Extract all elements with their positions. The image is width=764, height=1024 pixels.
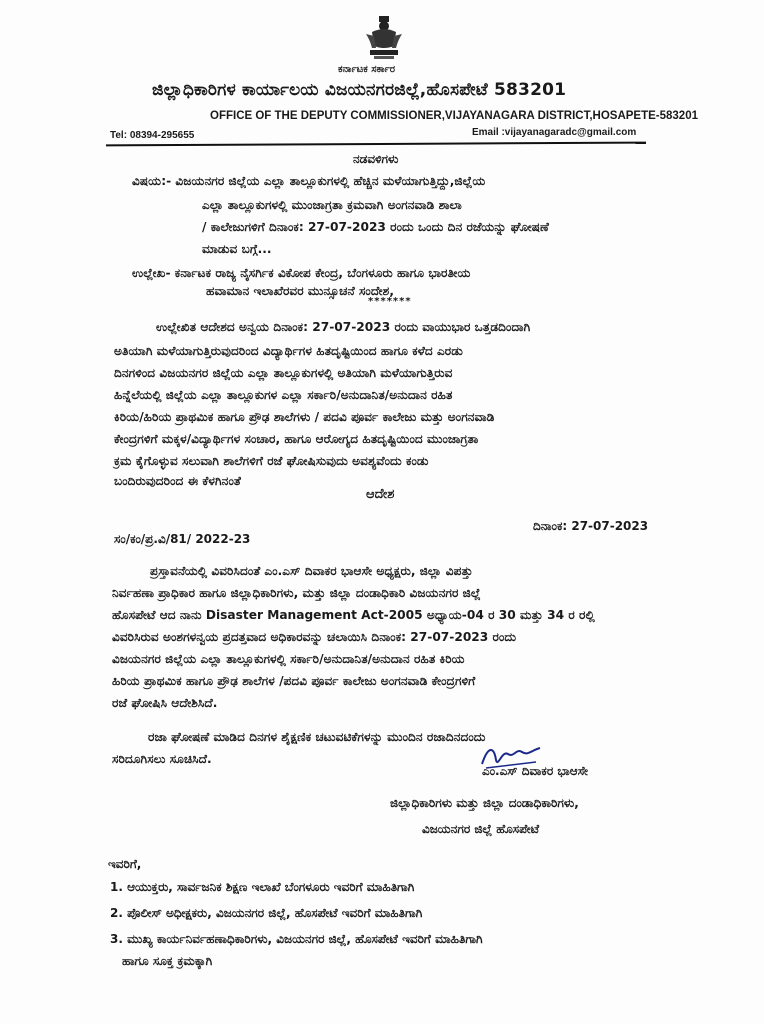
recipient-item: 3. ಮುಖ್ಯ ಕಾರ್ಯನಿರ್ವಹಣಾಧಿಕಾರಿಗಳು, ವಿಜಯನಗರ ಜಿಲ್ಲೆ, ಹೊಸಪೇಟೆ ಇವರಿಗೆ ಮಾಹಿತಿಗಾಗಿ bbox=[110, 932, 483, 946]
recipient-item: ಹಾಗೂ ಸೂಕ್ತ ಕ್ರಮಕ್ಕಾಗಿ bbox=[122, 954, 213, 968]
state-emblem-icon bbox=[362, 14, 406, 62]
header-divider bbox=[106, 142, 646, 147]
preamble-line: ದಿನಗಳಿಂದ ವಿಜಯನಗರ ಜಿಲ್ಲೆಯ ಎಲ್ಲಾ ತಾಲ್ಲೂಕುಗಳಲ್ಲಿ ಅತಿಯಾಗಿ ಮಳೆಯಾಗುತ್ತಿರುವ bbox=[114, 366, 453, 380]
signatory-designation: ಜಿಲ್ಲಾಧಿಕಾರಿಗಳು ಮತ್ತು ಜಿಲ್ಲಾ ದಂಡಾಧಿಕಾರಿಗಳು, bbox=[390, 796, 579, 810]
order-line: ವಿವರಿಸಿರುವ ಅಂಶಗಳನ್ವಯ ಪ್ರದತ್ತವಾದ ಅಧಿಕಾರವನ್ನು ಚಲಾಯಿಸಿ ದಿನಾಂಕ: 27-07-2023 ರಂದು bbox=[112, 630, 517, 644]
email-address: Email :vijayanagaradc@gmail.com bbox=[472, 127, 637, 138]
recipients-label: ಇವರಿಗೆ, bbox=[108, 857, 142, 871]
recipient-item: 1. ಆಯುಕ್ತರು, ಸಾರ್ವಜನಿಕ ಶಿಕ್ಷಣ ಇಲಾಖೆ ಬೆಂಗಳೂರು ಇವರಿಗೆ ಮಾಹಿತಿಗಾಗಿ bbox=[110, 880, 415, 894]
subject-line: ಎಲ್ಲಾ ತಾಲ್ಲೂಕುಗಳಲ್ಲಿ ಮುಂಜಾಗ್ರತಾ ಕ್ರಮವಾಗಿ ಅಂಗನವಾಡಿ ಶಾಲಾ bbox=[202, 198, 462, 212]
subject-line: ಮಾಡುವ ಬಗ್ಗೆ... bbox=[202, 242, 272, 256]
order-line: ಪ್ರಸ್ತಾವನೆಯಲ್ಲಿ ವಿವರಿಸಿದಂತೆ ಎಂ.ಎಸ್ ದಿವಾಕರ ಭಾಆಸೇ ಅಧ್ಯಕ್ಷರು, ಜಿಲ್ಲಾ ವಿಪತ್ತು bbox=[150, 564, 473, 578]
order-line: ವಿಜಯನಗರ ಜಿಲ್ಲೆಯ ಎಲ್ಲಾ ತಾಲ್ಲೂಕುಗಳಲ್ಲಿ ಸರ್ಕಾರಿ/ಅನುದಾನಿತ/ಅನುದಾನ ರಹಿತ ಕಿರಿಯ bbox=[112, 652, 465, 666]
signatory-name: ಎಂ.ಎಸ್ ದಿವಾಕರ ಭಾಆಸೇ bbox=[482, 764, 588, 778]
compensation-line: ರಜಾ ಘೋಷಣೆ ಮಾಡಿದ ದಿನಗಳ ಶೈಕ್ಷಣಿಕ ಚಟುವಟಿಕೆಗಳನ್ನು ಮುಂದಿನ ರಜಾದಿನದಂದು bbox=[148, 730, 486, 744]
preamble-line: ಅತಿಯಾಗಿ ಮಳೆಯಾಗುತ್ತಿರುವುದರಿಂದ ವಿದ್ಯಾರ್ಥಿಗಳ ಹಿತದೃಷ್ಟಿಯಿಂದ ಹಾಗೂ ಕಳೆದ ಎರಡು bbox=[114, 344, 463, 358]
government-label: ಕರ್ನಾಟಕ ಸರ್ಕಾರ bbox=[338, 64, 396, 75]
order-line: ಹೊಸಪೇಟೆ ಆದ ನಾನು Disaster Management Act-2005 ಅಧ್ಯಾಯ-04 ರ 30 ಮತ್ತು 34 ರ ರಲ್ಲಿ bbox=[112, 608, 595, 622]
subject-line: / ಕಾಲೇಜುಗಳಿಗೆ ದಿನಾಂಕ: 27-07-2023 ರಂದು ಒಂದು ದಿನ ರಜೆಯನ್ನು ಘೋಷಣೆ bbox=[202, 220, 549, 234]
order-date: ದಿನಾಂಕ: 27-07-2023 bbox=[533, 519, 649, 533]
order-number: ಸಂ/ಕಂ/ಪ್ರ.ವಿ/81/ 2022-23 bbox=[114, 532, 251, 546]
proceedings-title: ನಡವಳಿಗಳು bbox=[353, 152, 399, 166]
preamble-line: ಕ್ರಮ ಕೈಗೊಳ್ಳುವ ಸಲುವಾಗಿ ಶಾಲೆಗಳಿಗೆ ರಜೆ ಘೋಷಿಸುವುದು ಅವಶ್ಯವೆಂದು ಕಂಡು bbox=[114, 454, 429, 468]
reference-line: ಉಲ್ಲೇಖ- ಕರ್ನಾಟಕ ರಾಜ್ಯ ನೈಸರ್ಗಿಕ ವಿಕೋಪ ಕೇಂದ್ರ, ಬೆಂಗಳೂರು ಹಾಗೂ ಭಾರತೀಯ bbox=[132, 266, 471, 280]
order-line: ಹಿರಿಯ ಪ್ರಾಥಮಿಕ ಹಾಗೂ ಪ್ರೌಢ ಶಾಲೆಗಳ /ಪದವಿ ಪೂರ್ವ ಕಾಲೇಜು ಅಂಗನವಾಡಿ ಕೇಂದ್ರಗಳಿಗೆ bbox=[112, 674, 476, 688]
order-heading: ಆದೇಶ bbox=[366, 487, 395, 502]
office-title-english: OFFICE OF THE DEPUTY COMMISSIONER,VIJAYANAGARA DISTRICT,HOSAPETE-583201 bbox=[210, 110, 698, 122]
preamble-line: ಉಲ್ಲೇಖಿತ ಆದೇಶದ ಅನ್ವಯ ದಿನಾಂಕ: 27-07-2023 ರಂದು ವಾಯುಭಾರ ಒತ್ತಡದಿಂದಾಗಿ bbox=[156, 320, 531, 334]
preamble-line: ಬಂದಿರುವುದರಿಂದ ಈ ಕೆಳಗಿನಂತೆ bbox=[114, 474, 241, 488]
recipient-item: 2. ಪೊಲೀಸ್ ಅಧೀಕ್ಷಕರು, ವಿಜಯನಗರ ಜಿಲ್ಲೆ, ಹೊಸಪೇಟೆ ಇವರಿಗೆ ಮಾಹಿತಿಗಾಗಿ bbox=[110, 906, 423, 920]
order-line: ನಿರ್ವಹಣಾ ಪ್ರಾಧಿಕಾರ ಹಾಗೂ ಜಿಲ್ಲಾಧಿಕಾರಿಗಳು, ಮತ್ತು ಜಿಲ್ಲಾ ದಂಡಾಧಿಕಾರಿ ವಿಜಯನಗರ ಜಿಲ್ಲೆ bbox=[112, 586, 481, 600]
signatory-place: ವಿಜಯನಗರ ಜಿಲ್ಲೆ ಹೊಸಪೇಟೆ bbox=[422, 822, 540, 836]
order-line: ರಜೆ ಘೋಷಿಸಿ ಆದೇಶಿಸಿದೆ. bbox=[112, 696, 218, 710]
preamble-line: ಕಿರಿಯ/ಹಿರಿಯ ಪ್ರಾಥಮಿಕ ಹಾಗೂ ಪ್ರೌಢ ಶಾಲೆಗಳು / ಪದವಿ ಪೂರ್ವ ಕಾಲೇಜು ಮತ್ತು ಅಂಗನವಾಡಿ bbox=[114, 410, 495, 424]
subject-line: ವಿಷಯ:- ವಿಜಯನಗರ ಜಿಲ್ಲೆಯ ಎಲ್ಲಾ ತಾಲ್ಲೂಕುಗಳಲ್ಲಿ ಹೆಚ್ಚಿನ ಮಳೆಯಾಗುತ್ತಿದ್ದು,ಜಿಲ್ಲೆಯ bbox=[132, 174, 486, 188]
compensation-line: ಸರಿದೂಗಿಸಲು ಸೂಚಿಸಿದೆ. bbox=[112, 752, 212, 766]
preamble-line: ಹಿನ್ನೆಲೆಯಲ್ಲಿ ಜಿಲ್ಲೆಯ ಎಲ್ಲಾ ತಾಲ್ಲೂಕುಗಳ ಎಲ್ಲಾ ಸರ್ಕಾರಿ/ಅನುದಾನಿತ/ಅನುದಾನ ರಹಿತ bbox=[114, 388, 453, 402]
separator-stars: ******* bbox=[368, 296, 412, 307]
preamble-line: ಕೇಂದ್ರಗಳಿಗೆ ಮಕ್ಕಳ/ವಿದ್ಯಾರ್ಥಿಗಳ ಸಂಚಾರ, ಹಾಗೂ ಆರೋಗ್ಯದ ಹಿತದೃಷ್ಟಿಯಿಂದ ಮುಂಜಾಗ್ರತಾ bbox=[114, 432, 479, 446]
reference-line: ಹವಾಮಾನ ಇಲಾಖೆರವರ ಮುನ್ಸೂಚನೆ ಸಂದೇಶ, bbox=[206, 284, 394, 298]
office-title-kannada: ಜಿಲ್ಲಾಧಿಕಾರಿಗಳ ಕಾರ್ಯಾಲಯ ವಿಜಯನಗರಜಿಲ್ಲೆ,ಹೊಸಪೇಟೆ 583201 bbox=[152, 80, 567, 100]
telephone-number: Tel: 08394-295655 bbox=[110, 130, 195, 141]
